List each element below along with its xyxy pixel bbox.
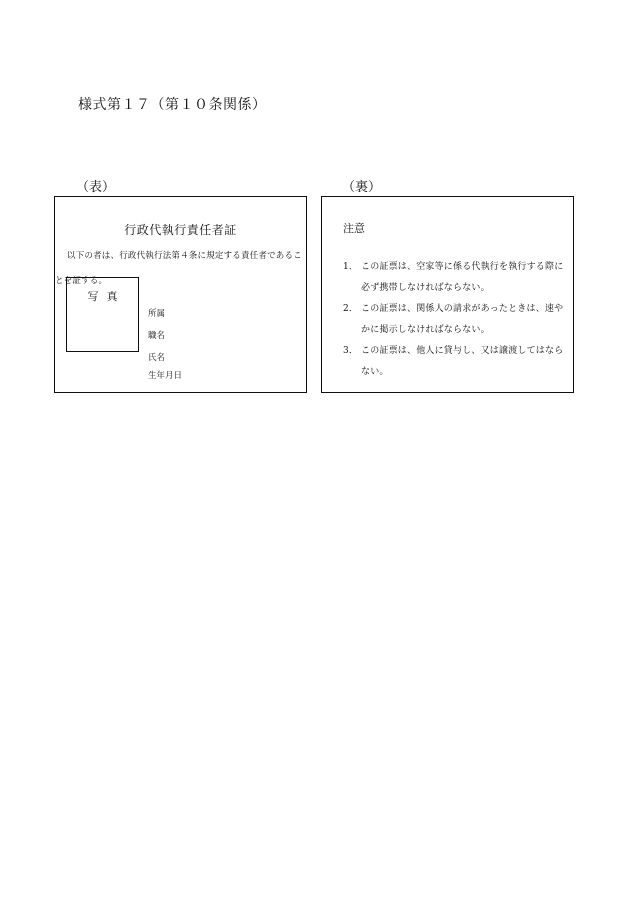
certificate-front-card — [54, 196, 307, 393]
notes-heading: 注意 — [343, 222, 365, 235]
back-side-label: （裏） — [342, 180, 382, 195]
field-job-title: 職名 — [148, 331, 166, 341]
notes-list — [343, 257, 571, 383]
note-item — [343, 341, 571, 383]
note-number: 1． — [343, 262, 359, 272]
note-item — [343, 257, 571, 299]
certificate-back-card — [321, 196, 574, 393]
note-text: この証票は、空家等に係る代執行を執行する際に必ず携帯しなければならない。 — [361, 262, 564, 293]
front-side-label: （表） — [76, 180, 116, 195]
certificate-title: 行政代執行責任者証 — [124, 223, 237, 237]
photo-placeholder — [66, 277, 139, 352]
field-affiliation: 所属 — [148, 309, 166, 319]
note-number: 2． — [343, 304, 359, 314]
note-text: この証票は、他人に貸与し、又は譲渡してはならない。 — [361, 346, 564, 377]
note-number: 3． — [343, 346, 359, 356]
field-name: 氏名 — [148, 353, 166, 363]
certificate-statement: 以下の者は、行政代執行法第４条に規定する責任者であることを証する。 — [55, 251, 302, 286]
note-item — [343, 299, 571, 341]
photo-label: 写真 — [87, 290, 126, 303]
note-text: この証票は、関係人の請求があったときは、速やかに掲示しなければならない。 — [361, 304, 564, 335]
form-title: 様式第１７（第１０条関係） — [78, 97, 267, 113]
field-birth-date: 生年月日 — [148, 371, 183, 381]
